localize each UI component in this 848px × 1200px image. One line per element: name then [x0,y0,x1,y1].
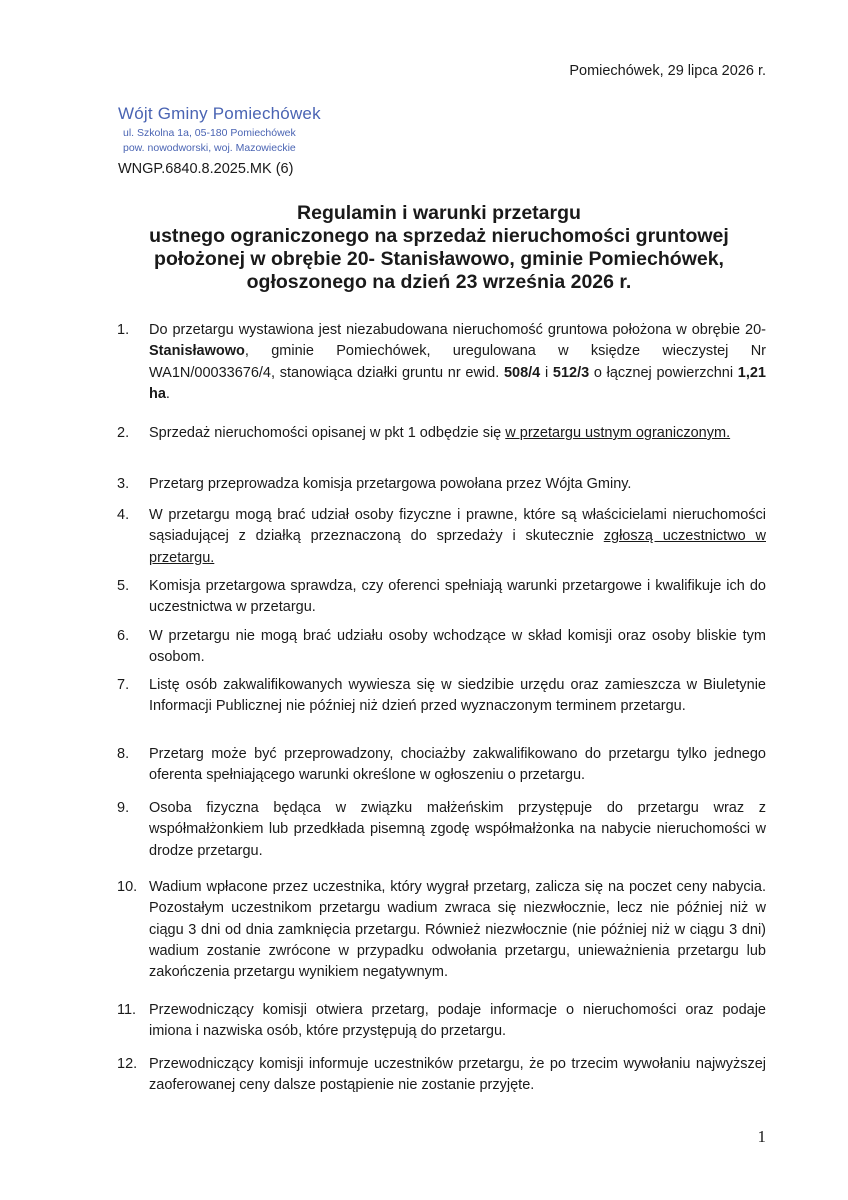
item-number: 7. [117,677,130,693]
stamp-address: ul. Szkolna 1a, 05-180 Pomiechówek [123,127,296,139]
list-item-1 [117,320,766,405]
list-item-2 [117,423,766,444]
list-item-8 [117,744,766,787]
item-text: Sprzedaż nieruchomości opisanej w pkt 1 odbędzie się w przetargu ustnym ograniczonym. [149,425,731,441]
item-text: Przewodniczący komisji otwiera przetarg, podaje informacje o nieruchomości oraz podaje imiona i nazwiska osób, które przystępują do przetargu. [149,1002,766,1040]
list-item-5 [117,576,766,619]
item-number: 3. [117,476,130,492]
item-number: 6. [117,628,130,644]
item-text: Wadium wpłacone przez uczestnika, który wygrał przetarg, zalicza się na poczet ceny nabycia. Pozostałym uczestnikom przetargu wadium zwraca się niezwłocznie, lecz nie później niż w ciągu 3 dni od dnia zamknięcia przetargu. Również niezwłocznie (nie później niż w ciągu 3 dni) wadium zostanie zwrócone w przypadku odwołania przetargu, unieważnienia przetargu lub zakończenia przetargu wynikiem negatywnym. [149,879,766,981]
item-text: W przetargu nie mogą brać udziału osoby wchodzące w skład komisji oraz osoby bliskie tym osobom. [149,628,766,666]
item-text: Komisja przetargowa sprawdza, czy oferenci spełniają warunki przetargowe i kwalifikuje ich do uczestnictwa w przetargu. [149,578,766,616]
stamp-district: pow. nowodworski, woj. Mazowieckie [123,142,296,154]
item-number: 9. [117,800,130,816]
item-number: 2. [117,425,130,441]
item-number: 11. [117,1002,137,1018]
list-item-3 [117,474,766,495]
list-item-7 [117,675,766,718]
item-text: Osoba fizyczna będąca w związku małżeńskim przystępuje do przetargu wraz z współmałżonkiem lub przedkłada pisemną zgodę współmałżonka na nabycie nieruchomości w drodze przetargu. [149,800,766,859]
item-text: Przewodniczący komisji informuje uczestników przetargu, że po trzecim wywołaniu najwyższej zaoferowanej ceny dalsze postąpienie nie zostanie przyjęte. [149,1056,766,1094]
item-number: 8. [117,746,130,762]
item-number: 1. [117,322,130,338]
item-text: Przetarg może być przeprowadzony, chociażby zakwalifikowano do przetargu tylko jednego oferenta spełniającego warunki określone w ogłoszeniu o przetargu. [149,746,766,784]
document-title [100,202,778,294]
item-text: Listę osób zakwalifikowanych wywiesza się w siedzibie urzędu oraz zamieszcza w Biuletynie Informacji Publicznej nie później niż dzień przed wyznaczonym terminem przetargu. [149,677,766,715]
item-number: 10. [117,879,138,895]
list-item-6 [117,626,766,669]
title-line-4: ogłoszonego na dzień 23 września 2026 r. [246,271,632,293]
item-text: W przetargu mogą brać udział osoby fizyczne i prawne, które są właścicielami nieruchomości sąsiadującej z działką przeznaczoną do sprzedaży i skutecznie zgłoszą uczestnictwo w przetargu. [149,507,766,566]
reference-number: WNGP.6840.8.2025.MK (6) [118,161,294,177]
list-item-4 [117,505,766,569]
item-text: Do przetargu wystawiona jest niezabudowana nieruchomość gruntowa położona w obrębie 20- Stanisławowo, gminie Pomiechówek, uregulowana w księdze wieczystej Nr WA1N/00033676/4, stanowiąca działki gruntu nr ewid. 508/4 i 512/3 o łącznej powierzchni 1,21 ha. [149,322,766,402]
list-item-10 [117,877,766,983]
item-number: 4. [117,507,130,523]
list-item-11 [117,1000,766,1043]
title-line-1: Regulamin i warunki przetargu [297,202,581,224]
list-item-12 [117,1054,766,1097]
page-number: 1 [757,1127,766,1146]
office-stamp [118,104,321,156]
list-item-9 [117,798,766,862]
title-line-3: położonej w obrębie 20- Stanisławowo, gminie Pomiechówek, [154,248,724,270]
title-line-2: ustnego ograniczonego na sprzedaż nieruchomości gruntowej [149,225,729,247]
item-number: 5. [117,578,130,594]
stamp-office-name: Wójt Gminy Pomiechówek [118,104,321,123]
item-number: 12. [117,1056,138,1072]
document-date: Pomiechówek, 29 lipca 2026 r. [569,63,766,79]
item-text: Przetarg przeprowadza komisja przetargowa powołana przez Wójta Gminy. [149,476,632,492]
